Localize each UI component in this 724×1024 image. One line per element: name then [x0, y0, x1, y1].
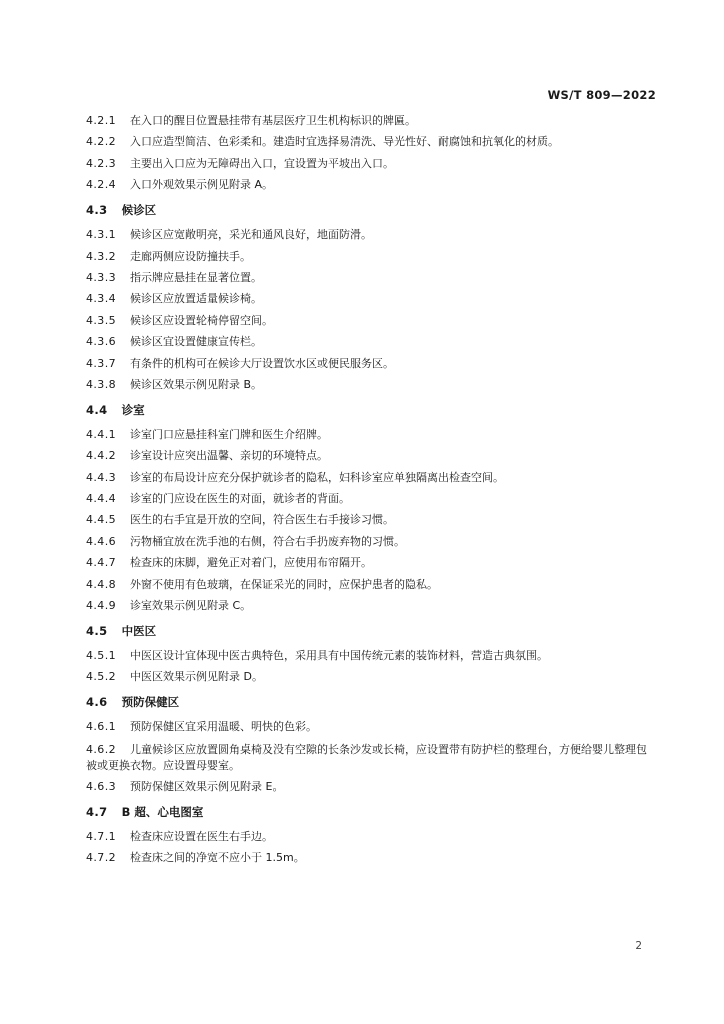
- clause-item: [86, 250, 652, 264]
- clause-number: 4.3.3: [86, 270, 116, 284]
- clause-number: 4.3.5: [86, 313, 116, 327]
- clause-text: 外窗不使用有色玻璃，在保证采光的同时，应保护患者的隐私。: [130, 577, 438, 591]
- clause-number: 4.7.1: [86, 829, 116, 843]
- clause-item: [86, 271, 652, 285]
- clause-text: 医生的右手宜是开放的空间，符合医生右手接诊习惯。: [130, 513, 394, 527]
- clause-number: 4.4.4: [86, 492, 116, 506]
- clause-item: [86, 357, 652, 371]
- clause-item: [86, 578, 652, 592]
- clause-text: 中医区效果示例见附录 D。: [130, 670, 263, 684]
- section-heading: [86, 203, 652, 217]
- clause-number: 4.3.8: [86, 377, 116, 391]
- clause-item: [86, 556, 652, 570]
- clause-number: 4.5.1: [86, 649, 116, 663]
- clause-text: 诊室门口应悬挂科室门牌和医生介绍牌。: [130, 427, 328, 441]
- section-heading: [86, 624, 652, 638]
- clause-item: [86, 114, 652, 128]
- clause-number: 4.5.2: [86, 670, 116, 684]
- clause-text: 候诊区效果示例见附录 B。: [130, 377, 263, 391]
- clause-text: 诊室设计应突出温馨、亲切的环境特点。: [130, 449, 328, 463]
- section-title: 中医区: [121, 624, 157, 639]
- clause-number: 4.4.5: [86, 513, 116, 527]
- clause-text: 候诊区应设置轮椅停留空间。: [130, 313, 273, 327]
- section-title: B 超、心电图室: [121, 804, 204, 819]
- clause-item: [86, 314, 652, 328]
- clause-number: 4.2.2: [86, 135, 116, 149]
- clause-number: 4.3.7: [86, 356, 116, 370]
- clause-item: [86, 851, 652, 865]
- clause-number: 4.4.2: [86, 449, 116, 463]
- page-number: 2: [635, 940, 642, 952]
- clause-text: 预防保健区宜采用温暖、明快的色彩。: [130, 720, 317, 734]
- clause-item: [86, 513, 652, 527]
- section-number: 4.4: [86, 402, 108, 417]
- section-number: 4.3: [86, 203, 108, 218]
- clause-item: [86, 292, 652, 306]
- clause-text: 候诊区宜设置健康宣传栏。: [130, 335, 262, 349]
- clause-number: 4.6.2: [86, 742, 116, 756]
- clause-number: 4.3.6: [86, 335, 116, 349]
- clause-item: [86, 720, 652, 734]
- clause-item: [86, 535, 652, 549]
- clause-number: 4.6.1: [86, 720, 116, 734]
- section-title: 预防保健区: [121, 695, 180, 710]
- clause-text: 候诊区应放置适量候诊椅。: [130, 292, 262, 306]
- clause-text: 诊室的布局设计应充分保护就诊者的隐私，妇科诊室应单独隔离出检查空间。: [130, 470, 504, 484]
- section-heading: [86, 695, 652, 709]
- clause-number: 4.4.3: [86, 470, 116, 484]
- clause-text: 走廊两侧应设防撞扶手。: [130, 249, 251, 263]
- clause-number: 4.2.1: [86, 114, 116, 127]
- clause-text: 入口外观效果示例见附录 A。: [130, 178, 274, 192]
- clause-item: [86, 378, 652, 392]
- clause-number: 4.6.3: [86, 779, 116, 793]
- section-heading: [86, 805, 652, 819]
- clause-number: 4.4.8: [86, 577, 116, 591]
- clause-number: 4.2.4: [86, 178, 116, 192]
- clause-item: [86, 335, 652, 349]
- clause-item: [86, 178, 652, 192]
- section-number: 4.5: [86, 624, 108, 639]
- clause-text: 主要出入口应为无障碍出入口，宜设置为平坡出入口。: [130, 156, 394, 170]
- section-title: 候诊区: [121, 203, 157, 218]
- clause-item: [86, 135, 652, 149]
- section-number: 4.7: [86, 804, 108, 819]
- section-title: 诊室: [121, 402, 145, 417]
- clause-item: [86, 670, 652, 684]
- section-number: 4.6: [86, 695, 108, 710]
- document-code: WS/T 809—2022: [547, 88, 656, 102]
- clause-text: 入口应造型简洁、色彩柔和。建造时宜选择易清洗、导光性好、耐腐蚀和抗氧化的材质。: [130, 135, 559, 149]
- clause-text: 检查床之间的净宽不应小于 1.5m。: [130, 851, 305, 865]
- clause-item: [86, 599, 652, 613]
- clause-item: [86, 492, 652, 506]
- clause-text: 诊室效果示例见附录 C。: [130, 599, 252, 613]
- clause-text: 诊室的门应设在医生的对面，就诊者的背面。: [130, 492, 350, 506]
- clause-number: 4.4.7: [86, 556, 116, 570]
- clause-item: [86, 780, 652, 794]
- clause-text: 预防保健区效果示例见附录 E。: [130, 779, 284, 793]
- clause-number: 4.3.1: [86, 228, 116, 242]
- clause-number: 4.3.4: [86, 292, 116, 306]
- clause-text: 指示牌应悬挂在显著位置。: [130, 270, 262, 284]
- clause-item: [86, 742, 652, 774]
- clause-text: 检查床的床脚，避免正对着门，应使用布帘隔开。: [130, 556, 372, 570]
- clause-item: [86, 471, 652, 485]
- clause-text: 在入口的醒目位置悬挂带有基层医疗卫生机构标识的牌匾。: [130, 114, 416, 127]
- clause-text: 检查床应设置在医生右手边。: [130, 829, 273, 843]
- clause-text: 儿童候诊区应放置圆角桌椅及没有空隙的长条沙发或长椅，应设置带有防护栏的整理台，方便给婴儿整理包被或更换衣物。应设置母婴室。: [86, 742, 647, 772]
- clause-text: 有条件的机构可在候诊大厅设置饮水区或便民服务区。: [130, 356, 394, 370]
- clause-number: 4.4.1: [86, 427, 116, 441]
- clause-item: [86, 830, 652, 844]
- clause-item: [86, 649, 652, 663]
- section-heading: [86, 403, 652, 417]
- clause-text: 中医区设计宜体现中医古典特色，采用具有中国传统元素的装饰材料，营造古典氛围。: [130, 649, 548, 663]
- clause-text: 污物桶宜放在洗手池的右侧，符合右手扔废弃物的习惯。: [130, 534, 405, 548]
- document-body: [86, 114, 652, 873]
- clause-number: 4.4.9: [86, 599, 116, 613]
- clause-item: [86, 228, 652, 242]
- clause-number: 4.3.2: [86, 249, 116, 263]
- clause-item: [86, 157, 652, 171]
- clause-text: 候诊区应宽敞明亮，采光和通风良好，地面防滑。: [130, 228, 372, 242]
- clause-item: [86, 428, 652, 442]
- clause-number: 4.7.2: [86, 851, 116, 865]
- clause-number: 4.2.3: [86, 156, 116, 170]
- clause-item: [86, 449, 652, 463]
- clause-number: 4.4.6: [86, 534, 116, 548]
